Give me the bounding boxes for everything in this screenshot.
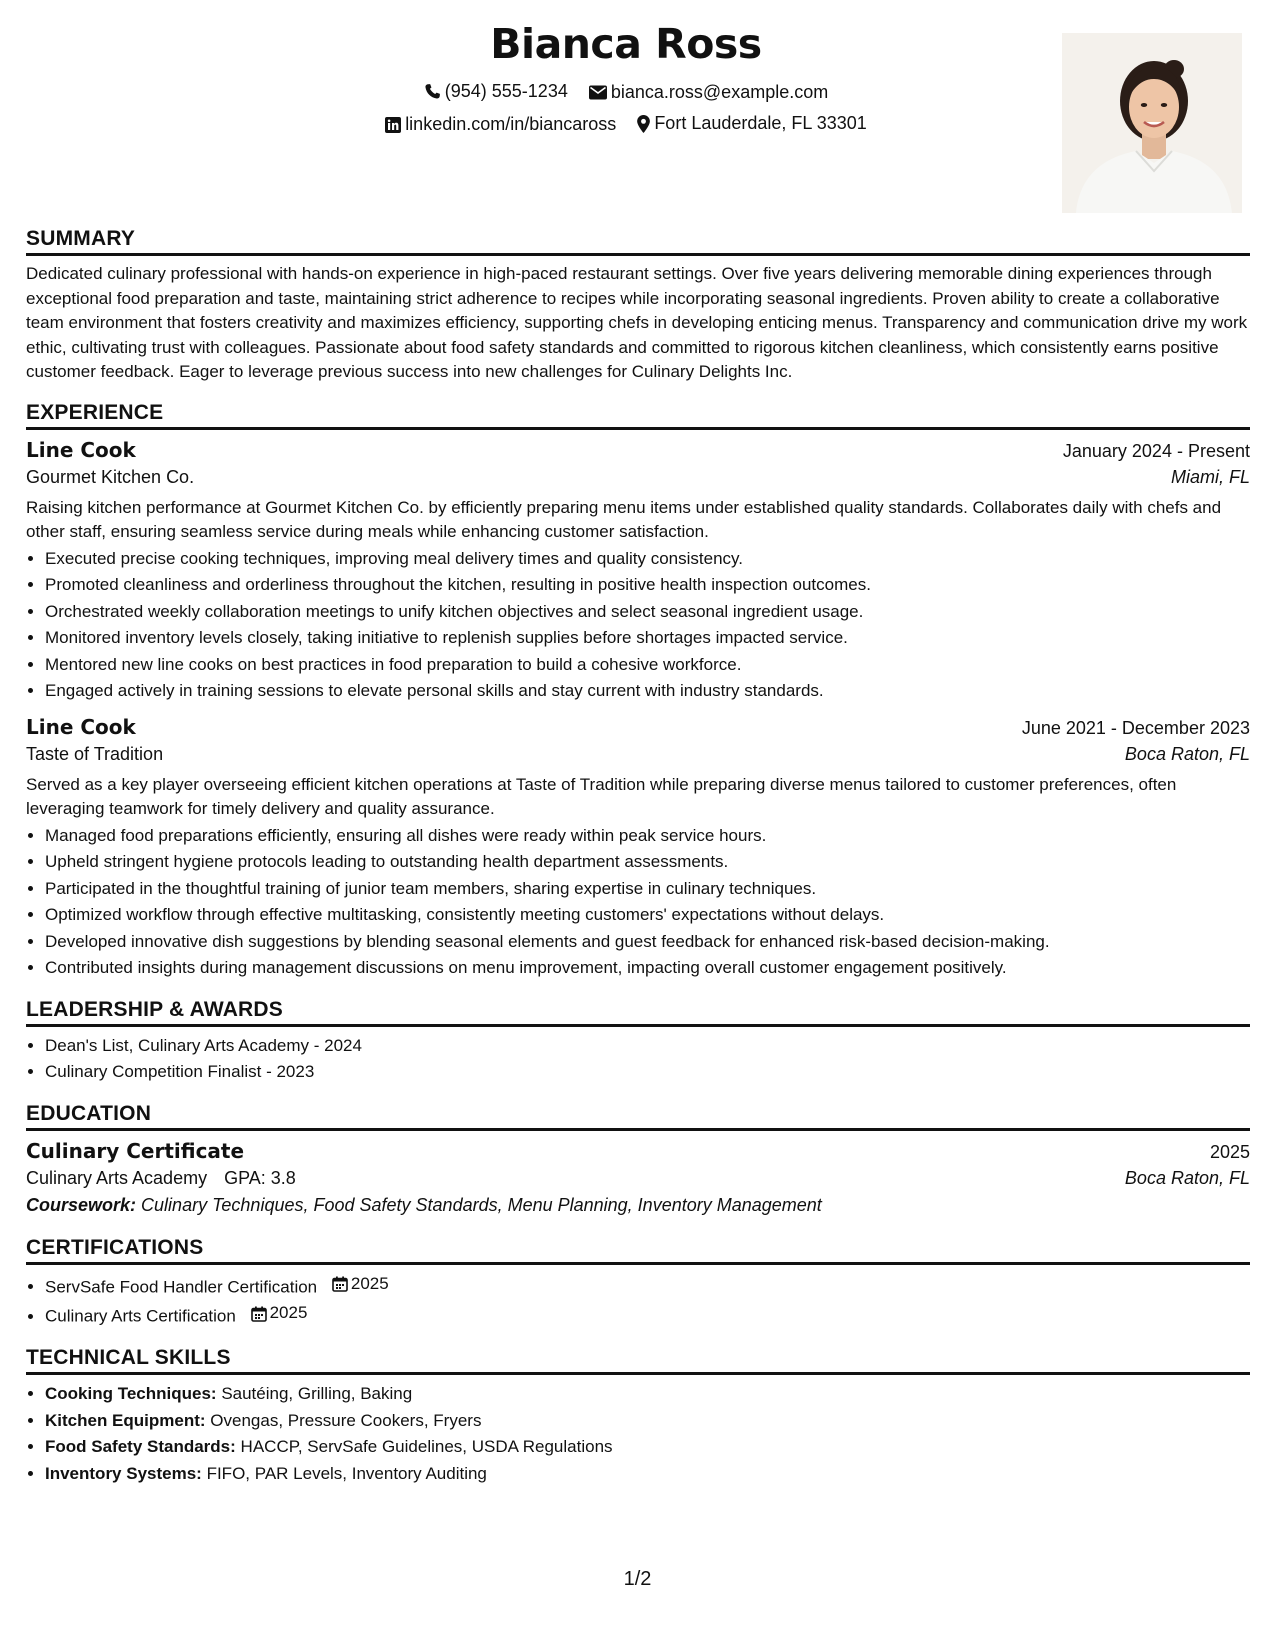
coursework-list: Culinary Techniques, Food Safety Standards, Menu Planning, Inventory Management [141,1194,822,1215]
experience-heading: EXPERIENCE [26,401,1250,430]
job-bullet: • Participated in the thoughtful training of junior team members, sharing expertise in culinary techniques. [45,876,1250,903]
linkedin-contact[interactable] [385,114,616,135]
graduation-year: 2025 [1209,1141,1250,1162]
contact-line-2 [26,113,1226,138]
location-contact [637,113,866,134]
job-bullet: • Optimized workflow through effective multitasking, consistently meeting customers' expectations without delays. [45,902,1250,929]
job-entry [26,715,1250,982]
skills-section [26,1346,1250,1487]
job-bullet: • Orchestrated weekly collaboration meetings to unify kitchen objectives and select seasonal ingredient usage. [45,599,1250,626]
address: Fort Lauderdale, FL 33301 [654,113,867,133]
calendar-icon [332,1276,348,1292]
summary-heading: SUMMARY [26,227,1250,256]
job-title: Line Cook [26,437,136,462]
job-bullet: • Managed food preparations efficiently, ensuring all dishes were ready within peak service hours. [45,823,1250,850]
job-bullet: • Upheld stringent hygiene protocols leading to outstanding health department assessments. [45,849,1250,876]
job-bullet: • Contributed insights during management discussions on menu improvement, impacting overall customer engagement positively. [45,955,1250,982]
map-pin-icon [637,115,650,133]
award-item: • Culinary Competition Finalist - 2023 [45,1059,1250,1086]
job-bullet: • Developed innovative dish suggestions by blending seasonal elements and guest feedback for enhanced risk-based decision-making. [45,929,1250,956]
education-section [26,1102,1250,1216]
school-location: Boca Raton, FL [1124,1167,1250,1188]
email-contact[interactable] [589,82,828,103]
job-entry [26,438,1250,705]
resume-page [26,0,1250,1487]
job-description: Raising kitchen performance at Gourmet Kitchen Co. by efficiently preparing menu items under established quality standards. Collaborates daily with chefs and other staff, ensuring seamless service during meals while enhancing customer satisfaction. [26,497,1222,541]
email-address: bianca.ross@example.com [610,82,829,102]
school-name: Culinary Arts Academy [26,1167,208,1188]
job-bullets [26,823,1250,982]
skill-value: Ovengas, Pressure Cookers, Fryers [210,1410,482,1430]
summary-text: Dedicated culinary professional with hands-on experience in high-paced restaurant settings. Over five years delivering memorable dining experiences through exceptional food preparation and taste, maintaining strict adherence to recipes while incorporating seasonal ingredients. Proven ability to create a collaborative team environment that fosters creativity and maximizes efficiency, supporting chefs in developing enticing menus. Transparency and communication drive my work ethic, cultivating trust with colleagues. Passionate about food safety standards and committed to rigorous kitchen cleanliness, which consistently earns positive customer feedback. Eager to leverage previous success into new challenges for Culinary Delights Inc. [26,264,1248,381]
phone-icon [424,83,441,100]
skill-label: Inventory Systems: [45,1463,202,1483]
job-location: Miami, FL [1170,466,1250,487]
awards-list [26,1033,1250,1086]
gpa: GPA: 3.8 [224,1167,296,1188]
page-number: 1/2 [623,1568,652,1590]
skill-label: Food Safety Standards: [45,1437,236,1456]
awards-section [26,998,1250,1086]
linkedin-icon [385,117,401,133]
skill-value: FIFO, PAR Levels, Inventory Auditing [206,1463,487,1483]
phone-contact[interactable] [424,81,568,102]
certifications-list [26,1271,1250,1331]
awards-heading: LEADERSHIP & AWARDS [26,998,1250,1027]
envelope-icon [589,85,607,100]
certifications-section [26,1236,1250,1331]
job-bullet: • Promoted cleanliness and orderliness throughout the kitchen, resulting in positive health inspection outcomes. [45,572,1250,599]
phone-number: (954) 555-1234 [444,81,568,101]
experience-section [26,401,1250,982]
certification-year: 2025 [269,1303,308,1323]
job-dates: June 2021 - December 2023 [1021,717,1250,738]
job-dates: January 2024 - Present [1062,440,1250,461]
contact-line-1 [26,81,1226,105]
skill-label: Cooking Techniques: [45,1384,217,1403]
certification-item [45,1271,1250,1301]
certification-name: Culinary Arts Certification [45,1306,236,1326]
company-name: Gourmet Kitchen Co. [26,466,195,487]
education-heading: EDUCATION [26,1102,1250,1131]
job-title: Line Cook [26,714,136,739]
coursework [26,1195,1250,1216]
linkedin-url: linkedin.com/in/biancaross [405,114,617,134]
skills-list [26,1381,1250,1487]
skill-item [45,1408,1250,1435]
company-name: Taste of Tradition [26,743,164,764]
skills-heading: TECHNICAL SKILLS [26,1346,1250,1375]
skill-value: Sautéing, Grilling, Baking [221,1384,413,1403]
skill-item [45,1381,1250,1408]
job-bullet: • Monitored inventory levels closely, taking initiative to replenish supplies before shortages impacted service. [45,625,1250,652]
coursework-label: Coursework: [26,1194,137,1215]
candidate-name: Bianca Ross [490,20,762,68]
award-item: • Dean's List, Culinary Arts Academy - 2024 [45,1033,1250,1060]
job-bullet: • Mentored new line cooks on best practices in food preparation to build a cohesive workforce. [45,652,1250,679]
skill-label: Kitchen Equipment: [45,1410,206,1430]
job-description: Served as a key player overseeing efficient kitchen operations at Taste of Tradition while preparing diverse menus tailored to customer preferences, often leveraging teamwork for timely delivery and quality assurance. [26,774,1177,818]
skill-item [45,1461,1250,1488]
certification-name: ServSafe Food Handler Certification [45,1276,318,1296]
certification-item [45,1300,1250,1330]
certifications-heading: CERTIFICATIONS [26,1236,1250,1265]
certification-year: 2025 [350,1273,389,1293]
skill-value: HACCP, ServSafe Guidelines, USDA Regulations [240,1437,613,1456]
summary-section [26,227,1250,385]
job-location: Boca Raton, FL [1124,743,1250,764]
job-bullet: • Executed precise cooking techniques, improving meal delivery times and quality consistency. [45,546,1250,573]
job-bullets [26,546,1250,705]
job-bullet: • Engaged actively in training sessions to elevate personal skills and stay current with industry standards. [45,678,1250,705]
calendar-icon [251,1306,267,1322]
skill-item [45,1434,1250,1461]
degree-name: Culinary Certificate [26,1138,245,1163]
resume-header [26,0,1250,212]
profile-photo [1062,33,1242,213]
